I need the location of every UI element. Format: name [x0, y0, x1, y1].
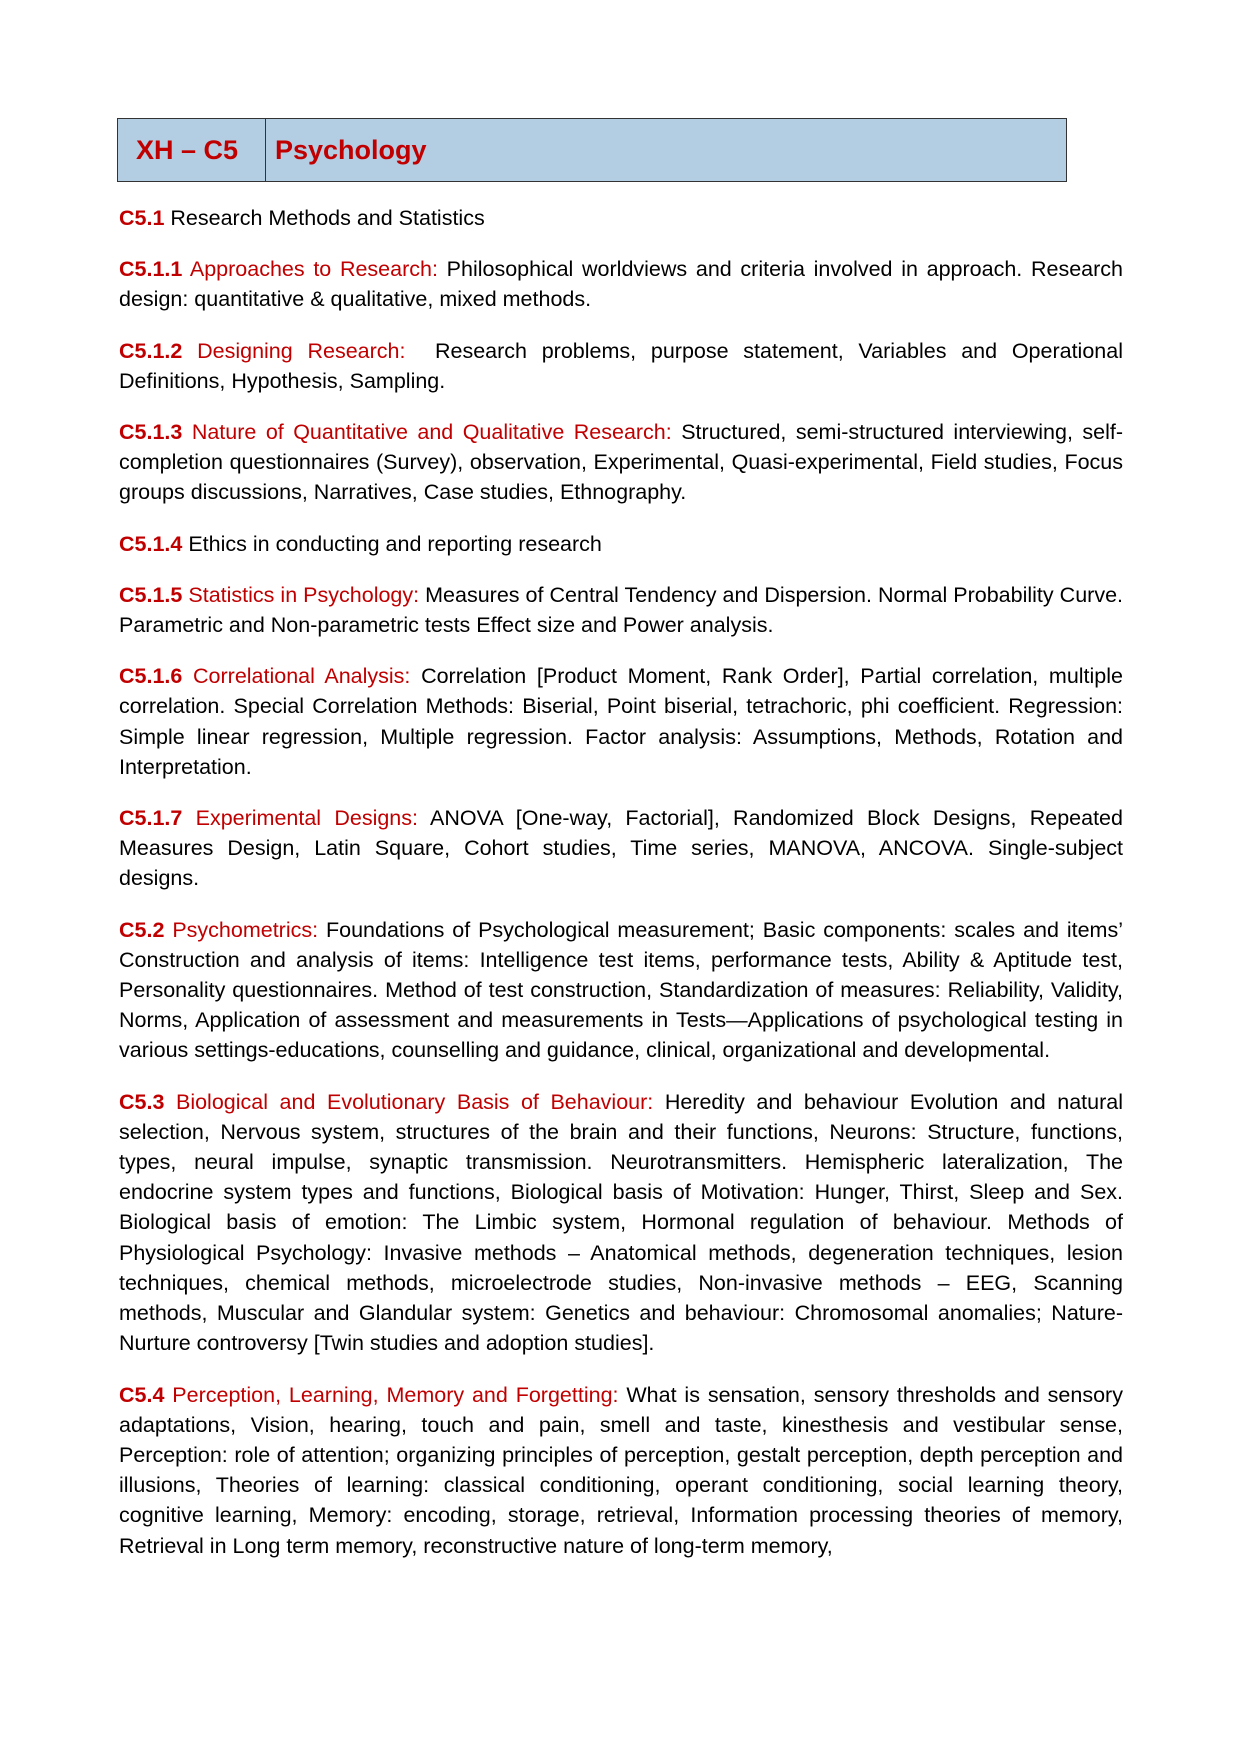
header-title: Psychology: [275, 134, 427, 165]
section-code: C5.1.4: [119, 531, 183, 556]
section-topic: Nature of Quantitative and Qualitative Research:: [191, 420, 672, 445]
section-topic: Psychometrics:: [172, 917, 319, 942]
section-text: What is sensation, sensory thresholds and sensory adaptations, Vision, hearing, touch and pain, smell and taste, kinesthesis and vestibular sense, Perception: role of attention; organizing principles of perception, gestalt perception, depth perception and illusions, Theories of learning: classical conditioning, operant conditioning, social learning theory, cognitive learning, Memory: encoding, storage, retrieval, Information processing theories of memory, Retrieval in Long term memory, reconstructive nature of long-term memory,: [119, 1382, 1123, 1558]
section-text: Research problems, purpose statement, Variables and Operational Definitions, Hypothesis, Sampling.: [119, 338, 1123, 393]
section-topic: Perception, Learning, Memory and Forgetting:: [172, 1382, 619, 1407]
section-c5-1: [119, 203, 1123, 233]
section-c5-1-7: [119, 803, 1123, 894]
section-code: C5.1.2: [119, 338, 183, 363]
section-text: Philosophical worldviews and criteria involved in approach. Research design: quantitative & qualitative, mixed methods.: [119, 257, 1123, 312]
section-text: Ethics in conducting and reporting research: [188, 531, 602, 556]
section-text: Research Methods and Statistics: [170, 206, 485, 230]
section-topic: Approaches to Research:: [189, 257, 438, 282]
section-text: Correlation [Product Moment, Rank Order], Partial correlation, multiple correlation. Special Correlation Methods: Biserial, Point biserial, tetrachoric, phi coefficient. Regression: Simple linear regression, Multiple regression. Factor analysis: Assumptions, Methods, Rotation and Interpretation.: [119, 664, 1123, 779]
section-c5-1-2: [119, 336, 1123, 396]
section-code: C5.1.6: [119, 664, 183, 689]
section-code: C5.1.5: [119, 582, 183, 607]
section-topic: Biological and Evolutionary Basis of Behaviour:: [175, 1089, 654, 1114]
section-c5-2: [119, 915, 1123, 1066]
section-code: C5.1.3: [119, 420, 183, 445]
section-c5-3: [119, 1087, 1123, 1359]
section-text: Foundations of Psychological measurement; Basic components: scales and items’ Construction and analysis of items: Intelligence test items, performance tests, Ability & Aptitude test, Personality questionnaires. Method of test construction, Standardization of measures: Reliability, Validity, Norms, Application of assessment and measurements in Tests—Applications of psychological testing in various settings-educations, counselling and guidance, clinical, organizational and developmental.: [119, 917, 1123, 1063]
section-topic: Statistics in Psychology:: [188, 582, 420, 607]
section-code: C5.1: [119, 206, 165, 230]
section-code: C5.3: [119, 1089, 165, 1114]
section-topic: Correlational Analysis:: [193, 664, 411, 689]
section-c5-4: [119, 1380, 1123, 1561]
section-c5-1-1: [119, 254, 1123, 314]
section-topic: Experimental Designs:: [195, 806, 418, 831]
section-text: ANOVA [One-way, Factorial], Randomized Block Designs, Repeated Measures Design, Latin Square, Cohort studies, Time series, MANOVA, ANCOVA. Single-subject designs.: [119, 806, 1123, 891]
section-code: C5.1.1: [119, 257, 183, 282]
section-header-box: [117, 118, 1067, 182]
section-code: C5.1.7: [119, 806, 183, 831]
section-topic: Designing Research:: [197, 338, 406, 363]
section-code: C5.4: [119, 1382, 165, 1407]
section-c5-1-4: [119, 529, 1123, 559]
syllabus-content: [119, 203, 1123, 1582]
section-text: Measures of Central Tendency and Dispersion. Normal Probability Curve. Parametric and Non-parametric tests Effect size and Power analysis.: [119, 582, 1123, 638]
section-c5-1-3: [119, 417, 1123, 508]
section-text: Heredity and behaviour Evolution and natural selection, Nervous system, structures of the brain and their functions, Neurons: Structure, functions, types, neural impulse, synaptic transmission. Neurotransmitters. Hemispheric lateralization, The endocrine system types and functions, Biological basis of Motivation: Hunger, Thirst, Sleep and Sex. Biological basis of emotion: The Limbic system, Hormonal regulation of behaviour. Methods of Physiological Psychology: Invasive methods – Anatomical methods, degeneration techniques, lesion techniques, chemical methods, microelectrode studies, Non-invasive methods – EEG, Scanning methods, Muscular and Glandular system: Genetics and behaviour: Chromosomal anomalies; Nature-Nurture controversy [Twin studies and adoption studies].: [119, 1089, 1123, 1356]
section-text: Structured, semi-structured interviewing, self-completion questionnaires (Survey), observation, Experimental, Quasi-experimental, Field studies, Focus groups discussions, Narratives, Case studies, Ethnography.: [119, 420, 1124, 505]
section-c5-1-6: [119, 661, 1123, 782]
header-code: XH – C5: [118, 119, 266, 181]
section-code: C5.2: [119, 917, 165, 942]
section-c5-1-5: [119, 580, 1123, 640]
